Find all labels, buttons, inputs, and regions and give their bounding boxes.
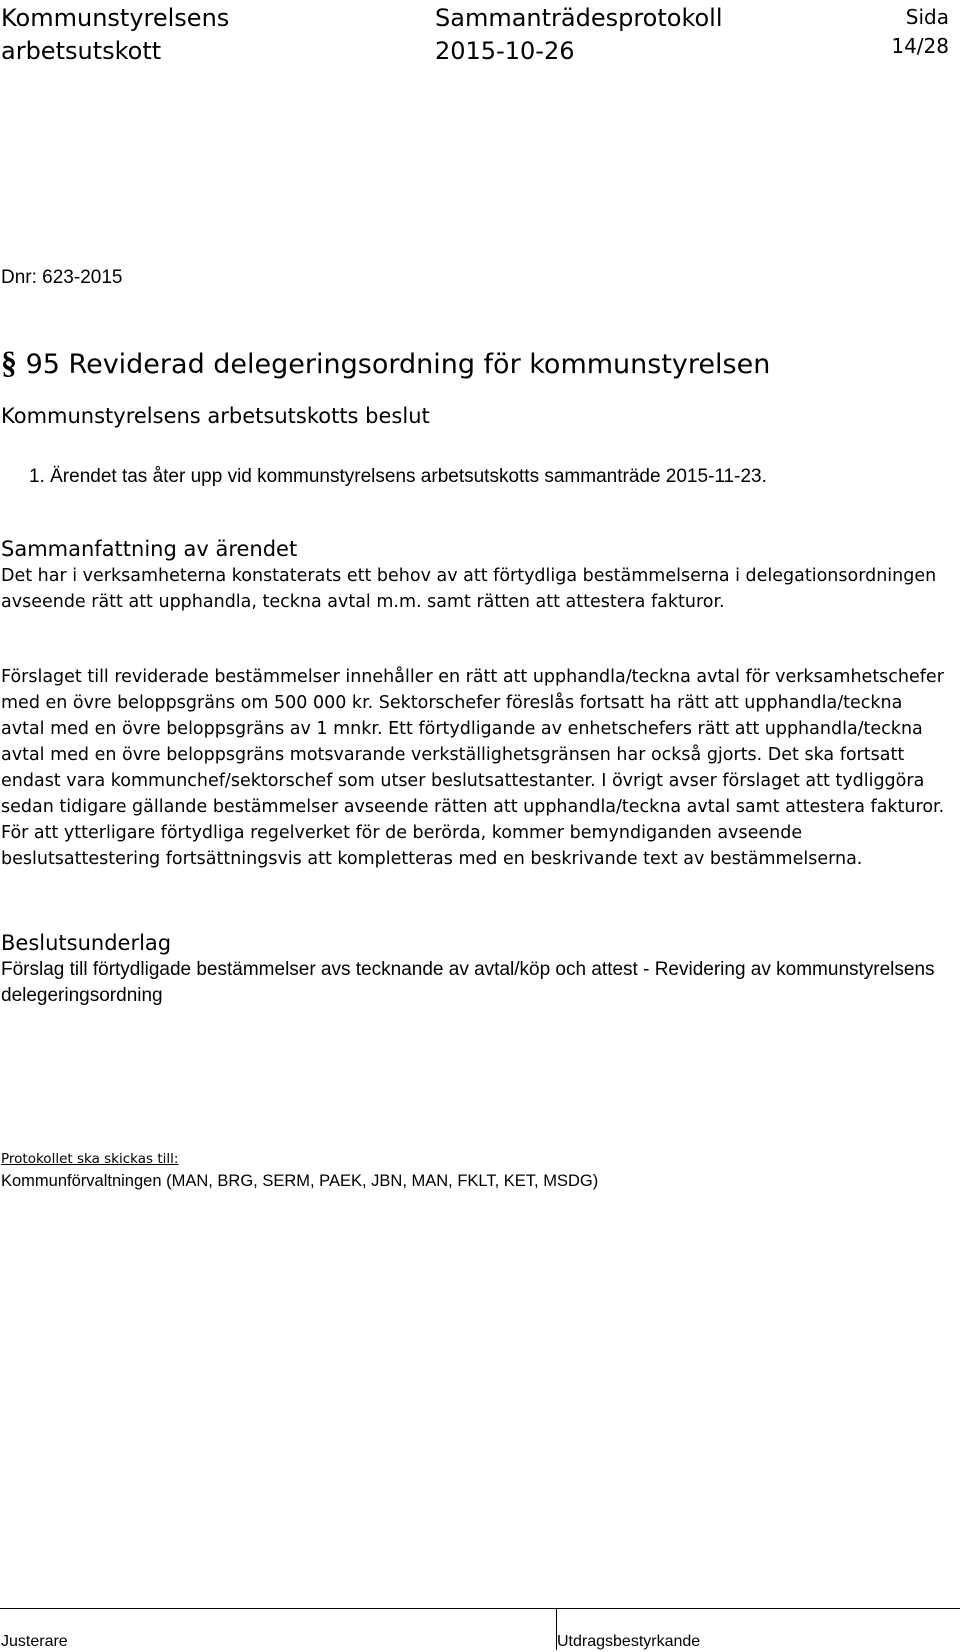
summary-heading: Sammanfattning av ärendet [1, 537, 298, 561]
decision-item: 1. Ärendet tas åter upp vid kommunstyrelsens arbetsutskotts sammanträde 2015-11-23. [29, 466, 767, 487]
basis-text: Förslag till förtydligade bestämmelser avs tecknande av avtal/köp och attest - Revidering av kommunstyrelsens delegeringsordning [1, 959, 935, 1006]
case-number: Dnr: 623-2015 [1, 267, 123, 288]
section-symbol: § [1, 344, 17, 380]
committee-name-line2: arbetsutskott [1, 37, 162, 65]
decision-heading: Kommunstyrelsens arbetsutskotts beslut [1, 404, 430, 428]
summary-paragraph-2: Förslaget till reviderade bestämmelser innehåller en rätt att upphandla/teckna avtal för verksamhetschefer med en övre beloppsgräns om 500 000 kr. Sektorschefer föreslås fortsatt ha rätt att upphandla/teckna avtal med en övre beloppsgräns av 1 mnkr. Ett förtydligande av enhetschefers rätt att upphandla/teckna avtal med en övre beloppsgräns motsvarande verkställighetsgränsen har också gjorts. Det ska fortsatt endast vara kommunchef/sektorschef som utser beslutsattestanter. I övrigt avser förslaget att tydliggöra sedan tidigare gällande bestämmelser avseende rätten att upphandla/teckna avtal samt attestera fakturor. För att ytterligare förtydliga regelverket för de berörda, kommer bemyndiganden avseende beslutsattestering fortsättningsvis att kompletteras med en beskrivande text av bestämmelserna. [1, 667, 945, 869]
page-indicator [891, 2, 949, 60]
committee-name-line1: Kommunstyrelsens [1, 4, 230, 32]
section-title-text: 95 Reviderad delegeringsordning för kommunstyrelsen [25, 349, 771, 380]
footer-utdragsbestyrkande: Utdragsbestyrkande [557, 1633, 701, 1650]
footer-justerare: Justerare [1, 1633, 68, 1650]
distribution-label: Protokollet ska skickas till: [1, 1151, 179, 1167]
footer-divider [0, 1608, 960, 1609]
page-number: 14/28 [891, 34, 949, 58]
section-title [1, 344, 770, 383]
meeting-date: 2015-10-26 [435, 37, 575, 65]
page-label: Sida [905, 5, 949, 29]
decision-list [29, 464, 767, 490]
document-type: Sammanträdesprotokoll [435, 4, 723, 32]
distribution-recipients: Kommunförvaltningen (MAN, BRG, SERM, PAEK, JBN, MAN, FKLT, KET, MSDG) [1, 1172, 599, 1190]
committee-name [1, 2, 229, 68]
summary-paragraph-1: Det har i verksamheterna konstaterats ett behov av att förtydliga bestämmelserna i delegationsordningen avseende rätt att upphandla, teckna avtal m.m. samt rätten att attestera fakturor. [1, 566, 937, 612]
document-info [435, 2, 723, 68]
basis-heading: Beslutsunderlag [1, 931, 172, 955]
